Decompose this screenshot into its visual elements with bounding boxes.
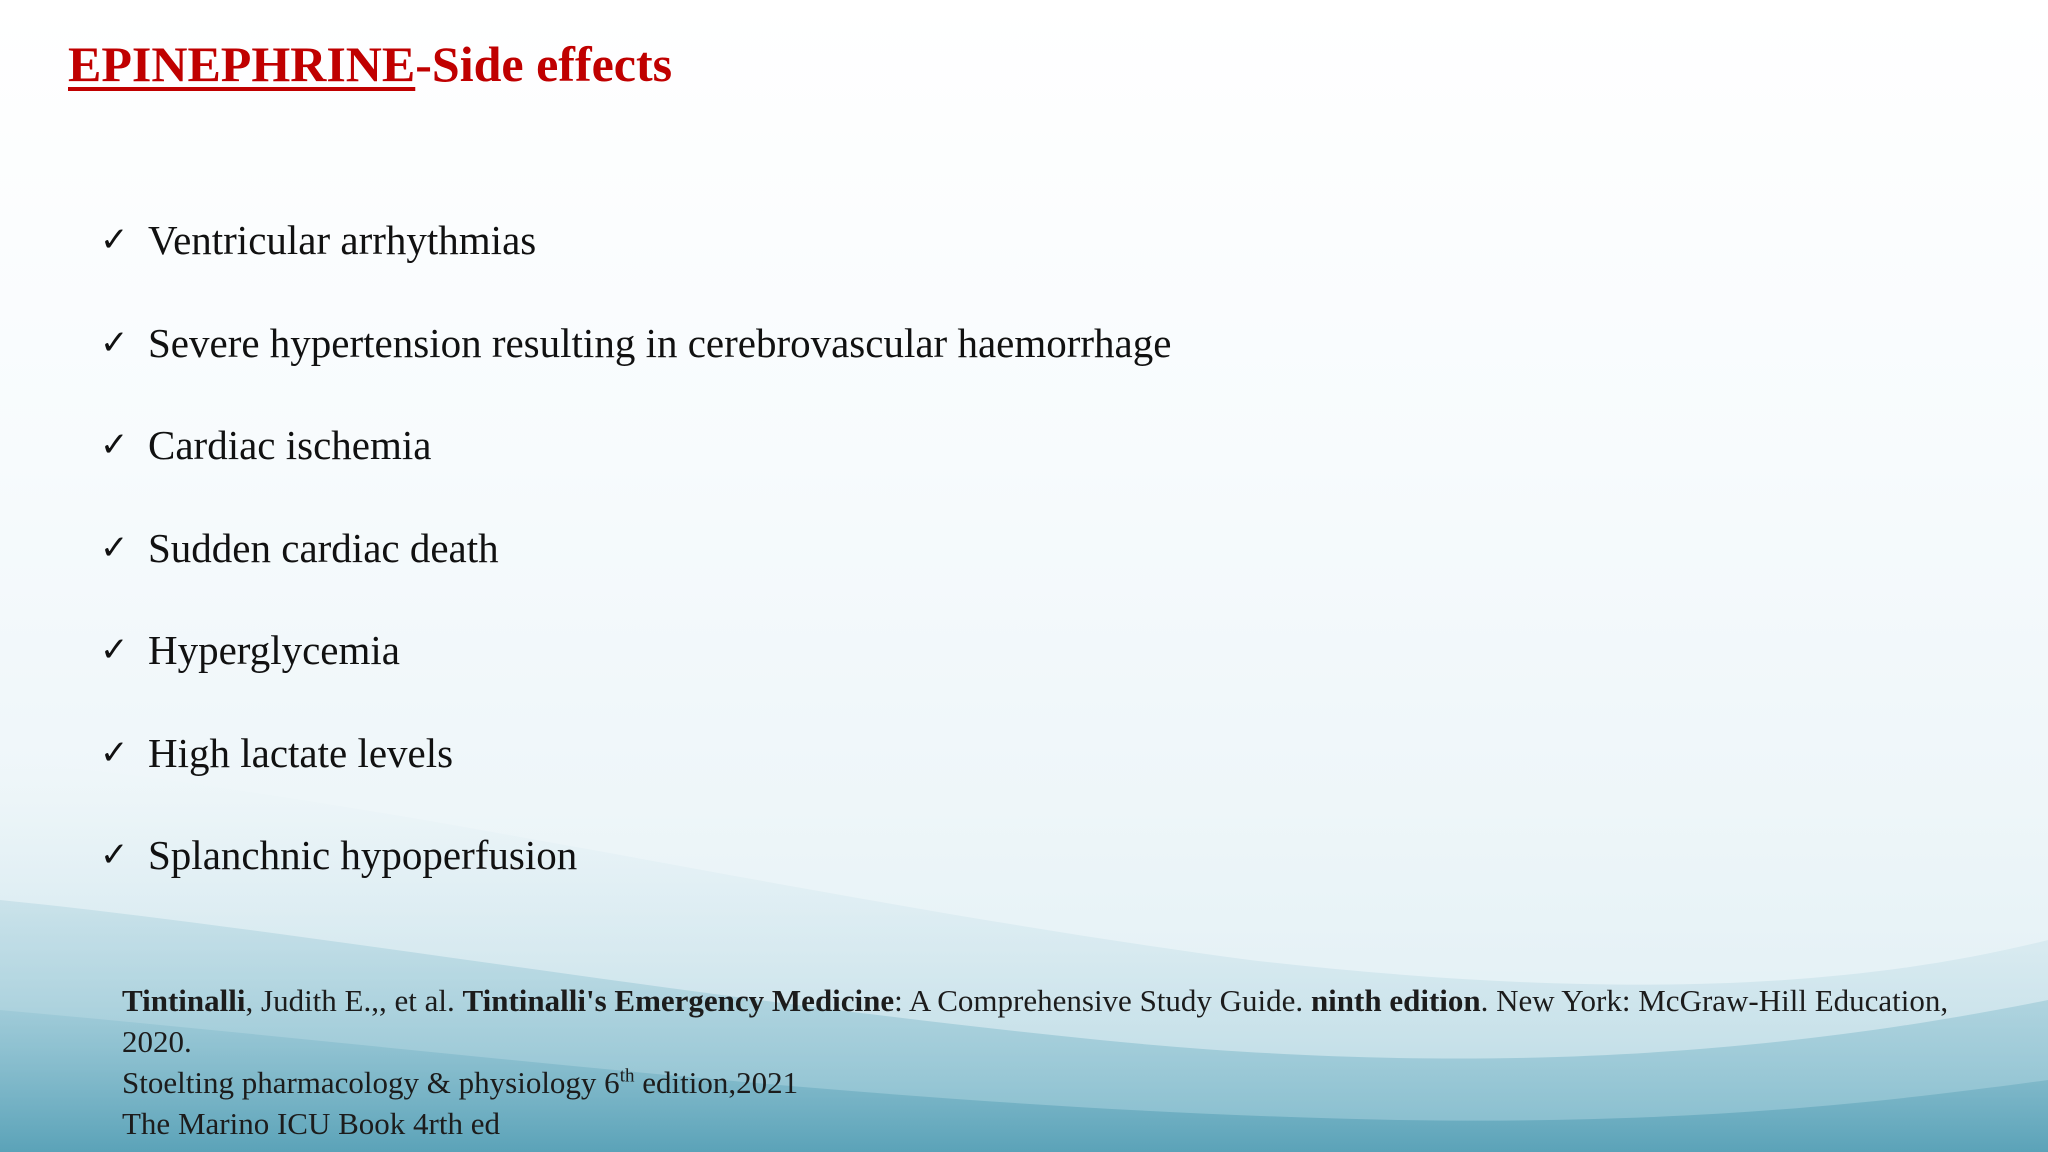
list-item: [100, 518, 1171, 621]
check-mark-icon: ✓: [100, 732, 129, 773]
list-item-text: Sudden cardiac death: [148, 524, 499, 571]
list-item: [100, 723, 1171, 826]
ref-book-subtitle: : A Comprehensive Study Guide.: [894, 983, 1311, 1018]
list-item: [100, 825, 1171, 928]
list-item: [100, 210, 1171, 313]
list-item: [100, 415, 1171, 518]
ref-edition: ninth edition: [1310, 983, 1481, 1018]
list-item-text: High lactate levels: [148, 729, 454, 776]
ref-publisher: . New York: McGraw-Hill Education, 2020.: [122, 983, 1949, 1059]
check-mark-icon: ✓: [100, 630, 129, 670]
reference-stoelting: [122, 1062, 2002, 1103]
check-mark-icon: ✓: [100, 322, 129, 363]
ref-book-title: Tintinalli's Emergency Medicine: [462, 983, 895, 1018]
ref-stoelting-text: Stoelting pharmacology & physiology 6: [122, 1065, 620, 1100]
list-item-text: Cardiac ischemia: [148, 422, 432, 468]
ref-stoelting-year: edition,2021: [634, 1065, 799, 1100]
title-drug-name: EPINEPHRINE: [68, 36, 416, 92]
list-item: [100, 620, 1171, 723]
reference-tintinalli: [122, 980, 2002, 1062]
list-item-text: Severe hypertension resulting in cerebrovascular haemorrhage: [148, 319, 1172, 366]
list-item-text: Splanchnic hypoperfusion: [148, 832, 578, 878]
ref-stoelting-sup: th: [619, 1065, 635, 1087]
ref-author: Tintinalli: [122, 983, 246, 1018]
side-effects-list: [100, 210, 1171, 928]
references: [122, 980, 2002, 1144]
list-item: [100, 313, 1171, 416]
slide-title: [68, 34, 672, 94]
title-subtitle: -Side effects: [415, 36, 673, 92]
list-item-text: Hyperglycemia: [148, 627, 400, 673]
ref-author-rest: , Judith E.,, et al.: [245, 983, 463, 1018]
check-mark-icon: ✓: [100, 835, 129, 875]
check-mark-icon: ✓: [100, 220, 129, 260]
reference-marino: The Marino ICU Book 4rth ed: [122, 1106, 500, 1141]
check-mark-icon: ✓: [100, 425, 129, 465]
check-mark-icon: ✓: [100, 527, 129, 568]
list-item-text: Ventricular arrhythmias: [148, 217, 537, 263]
